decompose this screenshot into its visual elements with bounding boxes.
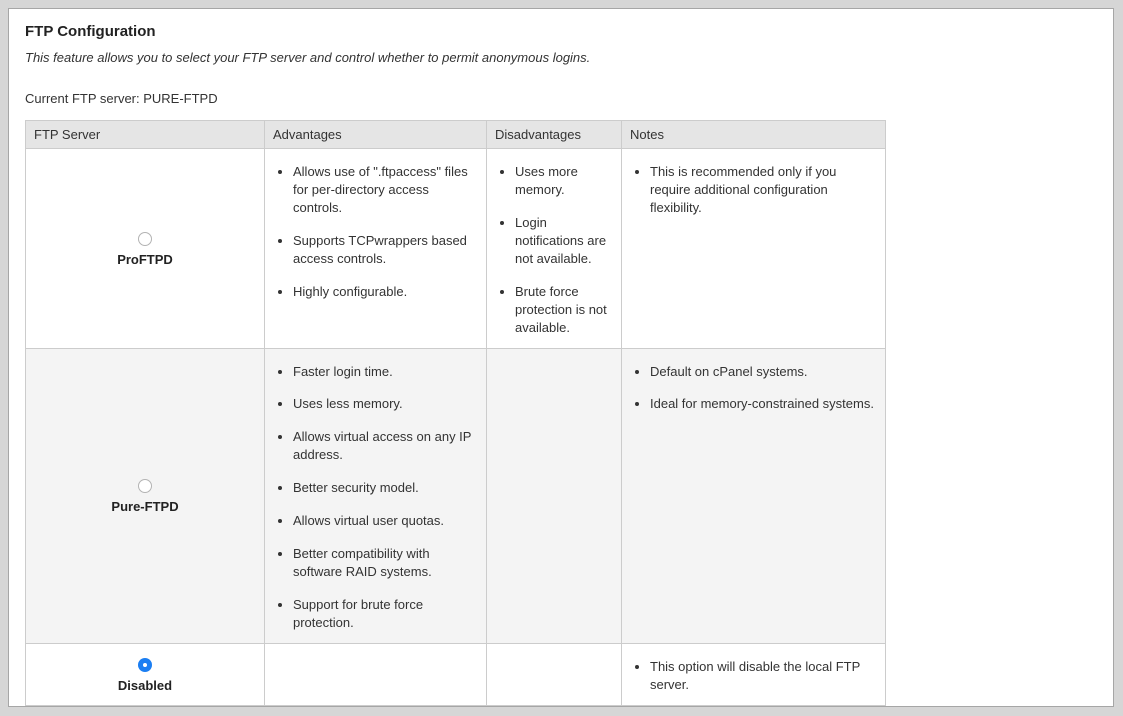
advantages-item: • Supports TCPwrappers based access controls.	[293, 232, 477, 268]
column-header-notes: Notes	[622, 121, 886, 149]
page-title: FTP Configuration	[25, 23, 156, 40]
content-card	[8, 8, 1114, 707]
advantages-item: • Highly configurable.	[293, 283, 477, 301]
notes-list	[623, 645, 884, 704]
table-row-proftpd	[26, 149, 886, 349]
ftp-server-option-proftpd[interactable]	[26, 149, 265, 349]
server-label-proftpd[interactable]: ProFTPD	[117, 251, 173, 267]
advantages-list	[266, 150, 485, 311]
disabled-advantages-cell	[265, 643, 487, 705]
current-ftp-server-text: Current FTP server: PURE-FTPD	[25, 91, 218, 106]
column-header-disadvantages: Disadvantages	[487, 121, 622, 149]
proftpd-disadvantages-cell	[487, 149, 622, 349]
notes-item: • Default on cPanel systems.	[650, 363, 876, 381]
notes-list	[623, 150, 884, 227]
radio-disabled-selected[interactable]	[138, 658, 152, 672]
ftp-server-table	[25, 120, 886, 706]
advantages-item: • Uses less memory.	[293, 395, 477, 413]
table-row-pure-ftpd	[26, 348, 886, 643]
server-label-pure-ftpd[interactable]: Pure-FTPD	[111, 499, 179, 515]
advantages-item: • Support for brute force protection.	[293, 596, 477, 632]
notes-item: • This is recommended only if you require additional configuration flexibility.	[650, 163, 876, 217]
disadvantages-list	[488, 150, 620, 347]
ftp-server-option-disabled[interactable]	[26, 643, 265, 705]
server-label-disabled[interactable]: Disabled	[117, 677, 173, 693]
ftp-server-option-pure-ftpd[interactable]	[26, 348, 265, 643]
pure-ftpd-notes-cell	[622, 348, 886, 643]
pure-ftpd-advantages-cell	[265, 348, 487, 643]
column-header-advantages: Advantages	[265, 121, 487, 149]
radio-proftpd[interactable]	[138, 232, 152, 246]
advantages-item: • Better security model.	[293, 479, 477, 497]
disadvantages-item: • Uses more memory.	[515, 163, 612, 199]
advantages-item: • Allows use of ".ftpaccess" files for per-directory access controls.	[293, 163, 477, 217]
advantages-item: • Allows virtual user quotas.	[293, 512, 477, 530]
disabled-notes-cell	[622, 643, 886, 705]
column-header-ftp-server: FTP Server	[26, 121, 265, 149]
proftpd-advantages-cell	[265, 149, 487, 349]
advantages-item: • Better compatibility with software RAID systems.	[293, 545, 477, 581]
notes-item: • This option will disable the local FTP server.	[650, 658, 876, 694]
disadvantages-item: • Login notifications are not available.	[515, 214, 612, 268]
page-description: This feature allows you to select your FTP server and control whether to permit anonymous logins.	[25, 50, 591, 65]
notes-item: • Ideal for memory-constrained systems.	[650, 395, 876, 413]
notes-list	[623, 350, 884, 424]
pure-ftpd-disadvantages-cell	[487, 348, 622, 643]
radio-pure-ftpd[interactable]	[138, 479, 152, 493]
table-header-row	[26, 121, 886, 149]
advantages-list	[266, 350, 485, 642]
proftpd-notes-cell	[622, 149, 886, 349]
advantages-item: • Allows virtual access on any IP address.	[293, 428, 477, 464]
disabled-disadvantages-cell	[487, 643, 622, 705]
table-row-disabled	[26, 643, 886, 705]
disadvantages-item: • Brute force protection is not available.	[515, 283, 612, 337]
advantages-item: • Faster login time.	[293, 363, 477, 381]
